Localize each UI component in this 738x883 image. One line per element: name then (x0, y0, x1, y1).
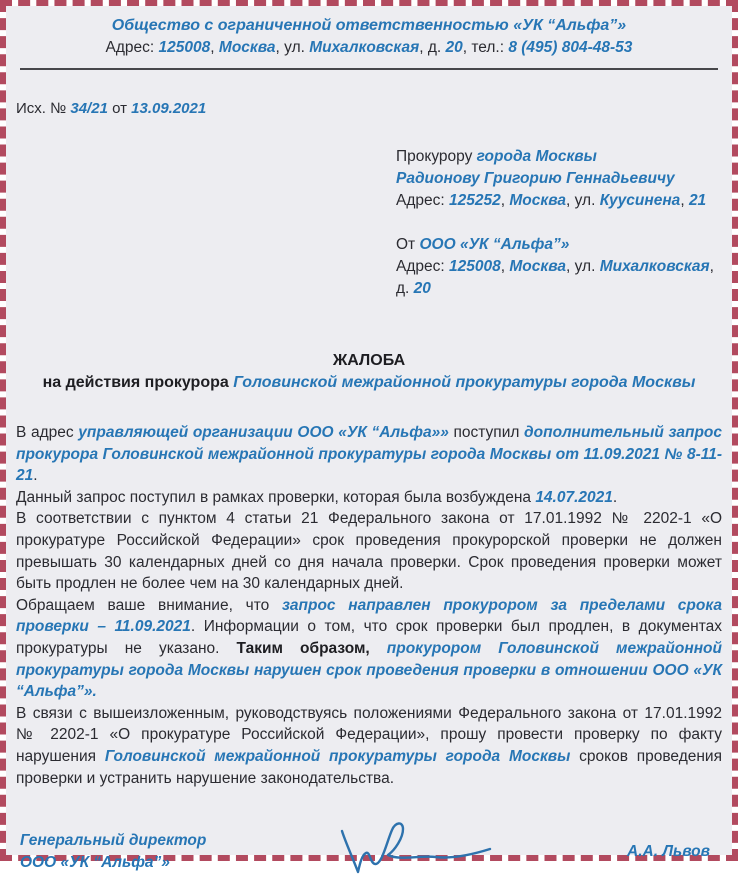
body-paragraph (16, 703, 722, 789)
body-paragraph (16, 595, 722, 703)
text-run: , ул. (566, 258, 600, 275)
text-run: дополнительный запрос прокурора Головинской межрайонной прокуратуры города Москвы от 11.09.2021 № 8-11-21 (16, 424, 722, 485)
text-run: В адрес (16, 424, 79, 441)
signature-area (206, 821, 627, 883)
signatory-position-line: Генеральный директор (20, 832, 207, 850)
text-run: , д. (419, 39, 446, 56)
signatory-position (20, 830, 206, 874)
body-paragraph (16, 422, 722, 487)
text-run: Москва (509, 192, 566, 209)
text-run: . Информации о том, что срок проверки был продлен, в документах прокуратуры не указано. (16, 618, 722, 657)
text-run: Таким образом, (236, 639, 387, 657)
text-run: . (33, 467, 38, 485)
text-run: , (680, 192, 689, 209)
signatory-name: А.А. Львов (627, 843, 710, 861)
company-address (16, 37, 722, 59)
signature-block (16, 821, 722, 883)
text-run: Адрес: (396, 192, 449, 209)
text-run: Михалковская (599, 258, 710, 275)
text-run: Михалковская (309, 39, 420, 56)
text-run: Головинской межрайонной прокуратуры города Москвы (233, 374, 696, 391)
text-run: 34/21 (70, 100, 108, 117)
text-run: , ул. (275, 39, 310, 56)
document-title: ЖАЛОБА (332, 352, 406, 369)
signatory-position-line: ООО «УК “Альфа”» (20, 854, 170, 872)
document-subtitle (16, 372, 722, 394)
text-run: , (500, 192, 510, 209)
text-run: 14.07.2021 (535, 488, 613, 506)
letterhead-divider (20, 68, 718, 70)
text-run: 125008 (158, 39, 211, 56)
recipient-block (396, 146, 722, 212)
recipient-line (396, 168, 722, 190)
text-run: Москва (218, 39, 276, 56)
text-run: , тел.: (462, 39, 509, 56)
letterhead (16, 11, 722, 59)
text-run: Адрес: (105, 39, 159, 56)
text-run: 125008 (449, 258, 501, 275)
text-run: , (500, 258, 510, 275)
text-run: 20 (445, 39, 463, 56)
recipient-line (396, 146, 722, 168)
text-run: ООО «УК “Альфа”» (419, 236, 570, 253)
text-run: Радионову Григорию Геннадьевичу (396, 170, 675, 187)
text-run: , д. (396, 258, 714, 297)
text-run: поступил (448, 424, 525, 441)
handwritten-signature-image (332, 821, 502, 883)
document-title-block (16, 350, 722, 394)
company-name: Общество с ограниченной ответственностью «УК “Альфа”» (111, 17, 627, 34)
text-run: 21 (688, 192, 707, 209)
text-run: на действия прокурора (42, 374, 234, 391)
text-run: , (210, 39, 219, 56)
text-run: В соответствии с пунктом 4 статьи 21 Федерального закона от 17.01.1992 № 2202-1 «О прокуратуре Российской Федерации» срок проведения прокурорской проверки не должен превышать 30 календарных дней со дня начала проверки. Срок проведения проверки может быть продлен не более чем на 30 календарных дней. (16, 510, 722, 593)
document-body (16, 422, 722, 789)
text-run: Данный запрос поступил в рамках проверки, которая была возбуждена (16, 488, 536, 506)
text-run: запрос направлен прокурором за пределами срока проверки – 11.09.2021 (16, 596, 723, 636)
text-run: В связи с вышеизложенным, руководствуясь положениями Федерального закона от 17.01.1992 № 2202-1 «О прокуратуре Российской Федерации», прошу провести проверку по факту нарушения (16, 704, 722, 765)
sender-line (396, 234, 722, 256)
body-paragraph (16, 487, 722, 509)
body-paragraph (16, 508, 722, 594)
recipient-line (396, 190, 722, 212)
text-run: , ул. (566, 192, 600, 209)
sender-block (396, 234, 722, 300)
text-run: 125252 (449, 192, 501, 209)
sender-line (396, 256, 722, 300)
text-run: прокурором Головинской межрайонной прокуратуры города Москвы нарушен срок проведения проверки в отношении ООО «УК “Альфа”». (16, 639, 722, 701)
text-run: Прокурору (396, 148, 477, 165)
text-run: 8 (495) 804-48-53 (508, 39, 633, 56)
outgoing-reference (16, 99, 722, 119)
text-run: управляющей организации ООО «УК “Альфа»» (78, 424, 449, 441)
text-run: Обращаем ваше внимание, что (16, 596, 282, 614)
text-run: Москва (509, 258, 566, 275)
text-run: сроков проведения проверки и устранить нарушение законодательства. (16, 747, 722, 787)
text-run: Адрес: (396, 258, 449, 275)
text-run: от (107, 100, 132, 117)
text-run: 20 (413, 280, 431, 297)
text-run: 13.09.2021 (131, 100, 207, 117)
text-run: города Москвы (476, 148, 597, 165)
text-run: . (612, 488, 618, 506)
text-run: Головинской межрайонной прокуратуры города Москвы (104, 747, 571, 765)
text-run: От (396, 236, 420, 253)
text-run: Куусинена (599, 192, 681, 209)
text-run: Исх. № (16, 100, 71, 117)
